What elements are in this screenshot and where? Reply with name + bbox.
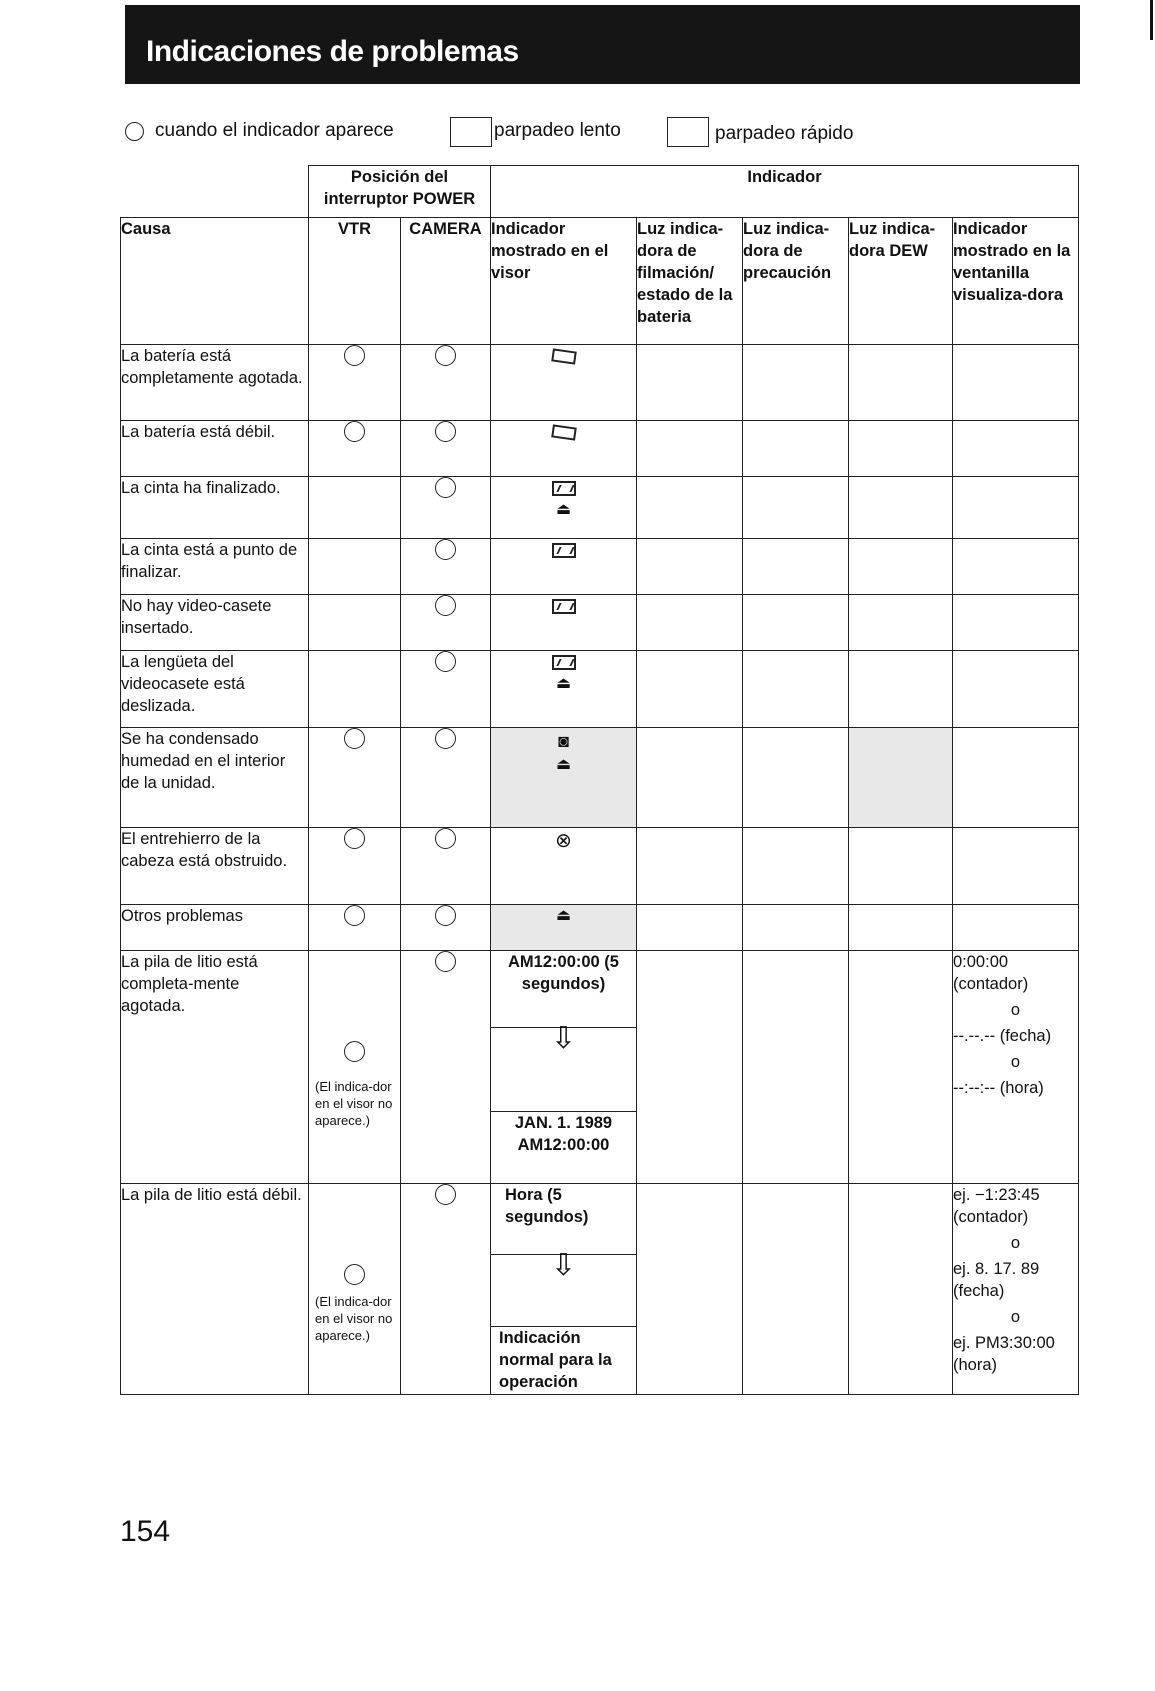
table-row (121, 539, 1079, 595)
tape-icon (552, 655, 576, 670)
fast-blink-box-icon (667, 117, 709, 147)
col-vtr: VTR (309, 218, 401, 345)
circle-icon (344, 1264, 365, 1285)
circle-icon (435, 905, 456, 926)
table-row (121, 828, 1079, 905)
page-number: 154 (120, 1515, 171, 1548)
cause-cell: No hay video-casete insertado. (121, 595, 309, 651)
tape-icon (552, 481, 576, 496)
cause-cell: La cinta ha finalizado. (121, 477, 309, 539)
circle-icon (435, 951, 456, 972)
arrow-down-icon: ⇩ (550, 1021, 577, 1055)
eject-icon: ⏏ (555, 501, 572, 518)
circle-icon (435, 345, 456, 366)
circle-icon (435, 477, 456, 498)
circle-icon (344, 1041, 365, 1062)
arrow-down-icon: ⇩ (550, 1248, 577, 1282)
vf-bottom: JAN. 1. 1989 AM12:00:00 (514, 1113, 613, 1154)
circle-icon (435, 539, 456, 560)
vf-top: AM12:00:00 (5 segundos) (491, 951, 636, 1027)
col-cause: Causa (121, 218, 309, 345)
cause-cell: El entrehierro de la cabeza está obstruido. (121, 828, 309, 905)
legend-slow: parpadeo lento (494, 120, 621, 141)
vtr-note: (El indica-dor en el visor no aparece.) (315, 1294, 393, 1343)
circle-icon (344, 905, 365, 926)
legend-fast: parpadeo rápido (715, 123, 854, 144)
circle-icon (435, 651, 456, 672)
or-text: o (1010, 1001, 1021, 1019)
or-text: o (1010, 1234, 1021, 1252)
indicator-header: Indicador (491, 166, 1079, 218)
col-camera: CAMERA (401, 218, 491, 345)
problem-table (120, 165, 1079, 1395)
cause-cell: La pila de litio está completa-mente agotada. (121, 951, 309, 1184)
lcd-counter: 0:00:00 (contador) (953, 953, 1029, 993)
col-caution: Luz indica-dora de precaución (743, 218, 849, 345)
cause-cell: La batería está débil. (121, 421, 309, 477)
eject-icon: ⏏ (555, 907, 572, 924)
cause-cell: Otros problemas (121, 905, 309, 951)
dew-lamp-blink (849, 728, 953, 828)
table-row (121, 477, 1079, 539)
lcd-time: --:--:-- (hora) (953, 1079, 1044, 1097)
table-row (121, 595, 1079, 651)
eject-icon: ⏏ (555, 675, 572, 692)
table-row (121, 421, 1079, 477)
circle-icon (344, 345, 365, 366)
or-text: o (1010, 1053, 1021, 1071)
col-display: Indicador mostrado en la ventanilla visualiza-dora (953, 218, 1079, 345)
circle-icon (125, 122, 144, 141)
col-dew: Luz indica-dora DEW (849, 218, 953, 345)
cause-cell: La pila de litio está débil. (121, 1184, 309, 1395)
head-clog-icon: ⊗ (555, 830, 572, 852)
slow-blink-box-icon (450, 117, 492, 147)
empty-corner (121, 166, 309, 218)
lcd-cell (953, 1184, 1079, 1395)
battery-empty-icon (551, 425, 577, 441)
lcd-cell (953, 951, 1079, 1184)
vf-bottom: Indicación normal para la operación (499, 1328, 612, 1391)
power-header: Posición del interruptor POWER (309, 166, 491, 218)
table-row (121, 651, 1079, 728)
tape-icon (552, 599, 576, 614)
cause-cell: La batería está completamente agotada. (121, 345, 309, 421)
vtr-note: (El indica-dor en el visor no aparece.) (315, 1079, 393, 1128)
col-viewfinder: Indicador mostrado en el visor (491, 218, 637, 345)
circle-icon (344, 728, 365, 749)
lcd-counter: ej. −1:23:45 (contador) (953, 1186, 1040, 1226)
table-row (121, 905, 1079, 951)
table-row (121, 345, 1079, 421)
battery-empty-icon (551, 349, 577, 365)
legend-appears: cuando el indicador aparece (155, 120, 394, 141)
tape-icon (552, 543, 576, 558)
dew-icon: ◙ (558, 731, 569, 751)
eject-icon: ⏏ (555, 756, 572, 773)
col-rec-lamp: Luz indica-dora de filmación/ estado de la bateria (637, 218, 743, 345)
lcd-time: ej. PM3:30:00 (hora) (953, 1334, 1055, 1374)
cause-cell: La lengüeta del videocasete está deslizada. (121, 651, 309, 728)
circle-icon (344, 828, 365, 849)
lcd-date: --.--.-- (fecha) (953, 1027, 1052, 1045)
vf-top: Hora (5 segundos) (491, 1184, 636, 1254)
table-row (121, 1184, 1079, 1395)
cause-cell: La cinta está a punto de finalizar. (121, 539, 309, 595)
circle-icon (435, 828, 456, 849)
cause-cell: Se ha condensado humedad en el interior de la unidad. (121, 728, 309, 828)
or-text: o (1010, 1308, 1021, 1326)
table-row (121, 951, 1079, 1184)
circle-icon (435, 595, 456, 616)
table-row (121, 728, 1079, 828)
page-title: Indicaciones de problemas (146, 35, 519, 68)
circle-icon (344, 421, 365, 442)
legend (125, 120, 1155, 150)
circle-icon (435, 728, 456, 749)
edge-mark (1150, 0, 1153, 40)
lcd-date: ej. 8. 17. 89 (fecha) (953, 1260, 1040, 1300)
circle-icon (435, 1184, 456, 1205)
circle-icon (435, 421, 456, 442)
